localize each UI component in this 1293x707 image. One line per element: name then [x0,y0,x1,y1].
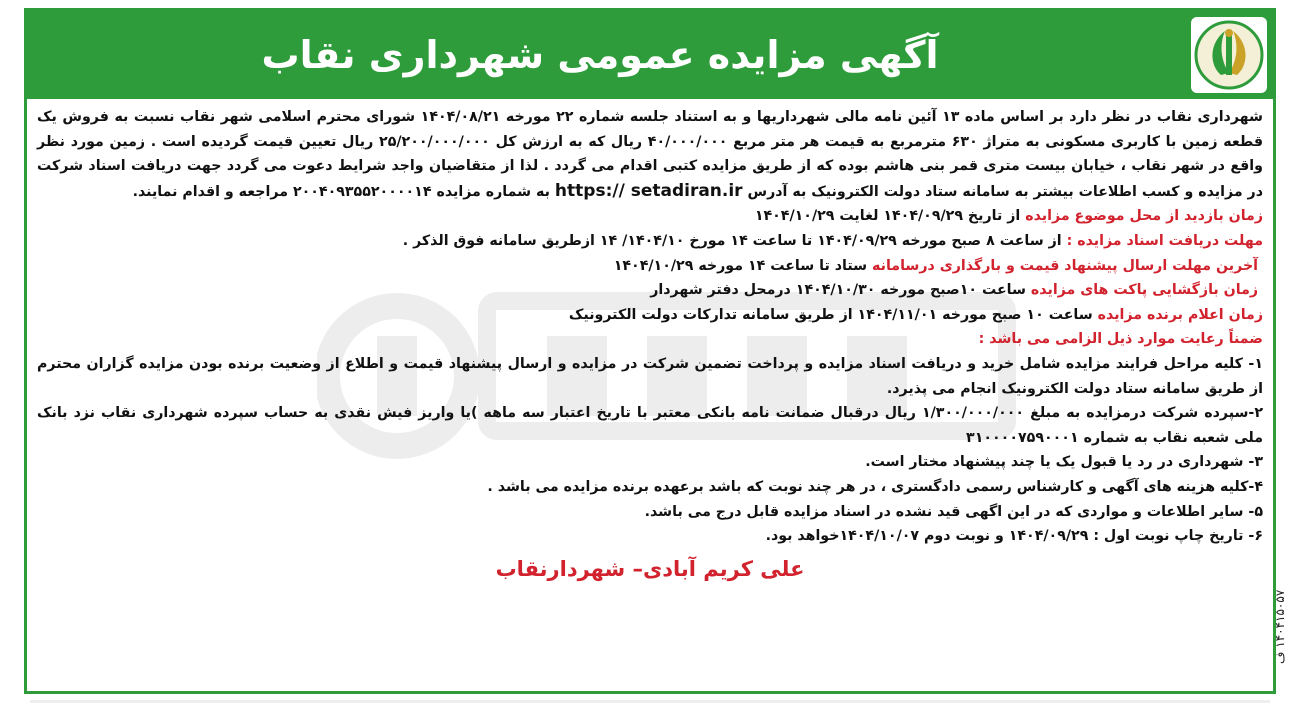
notes-title: ضمناً رعایت موارد ذیل الزامی می باشد : [978,331,1263,348]
schedule-label: زمان بازدید از محل موضوع مزایده [1025,208,1263,225]
schedule-label: زمان اعلام برنده مزایده [1097,306,1263,323]
note-item: ۵- سایر اطلاعات و مواردی که در این اگهی قید نشده در اسناد مزایده قابل درج می باشد. [644,503,1263,520]
schedule-label: آخرین مهلت ارسال پیشنهاد قیمت و بارگذاری درسامانه [872,257,1259,274]
page-title: آگهی مزایده عمومی شهرداری نقاب [261,33,939,77]
signature: علی کریم آبادی– شهردارنقاب [495,556,805,581]
note-item: ۲-سپرده شرکت درمزایده به مبلغ ۱/۳۰۰/۰۰۰/۰۰۰ ریال درقبال ضمانت نامه بانکی معتبر با تاریخ اعتبار سه ماهه )یا واریز فیش نقدی به حساب سپرده شهرداری نقاب نزد بانک ملی شعبه نقاب به شماره ۳۱۰۰۰۰۷۵۹۰۰۰۱ [37,405,1263,446]
ad-body [37,105,1263,683]
intro-text: شهرداری نقاب در نظر دارد بر اساس ماده ۱۳ آئین نامه مالی شهرداریها و به استناد جلسه شماره ۲۲ مورخه ۱۴۰۴/۰۸/۲۱ شورای محترم اسلامی شهر نقاب نسبت به فروش یک قطعه زمین با کاربری مسکونی به متراژ ۶۳۰ مترمربع به قیمت هر متر مربع ۴۰/۰۰۰/۰۰۰ ریال که به ارزش کل ۲۵/۲۰۰/۰۰۰/۰۰۰ ریال تعیین قیمت گردیده است . زمین مورد نظر واقع در شهر نقاب ، خیابان بیست متری قمر بنی هاشم بوده که از طریق مزایده کتبی اقدام می گردد . لذا از متقاضیان واجد شرایط دعوت می گردد جهت دریافت اسناد شرکت در مزایده و کسب اطلاعات بیشتر به سامانه ستاد دولت الکترونیک به آدرس [37,109,1264,200]
schedule-deadline [37,254,1263,279]
note-item: ۳- شهرداری در رد یا قبول یک یا چند پیشنهاد مختار است. [865,454,1263,471]
schedule-text: ساعت ۱۰ صبح مورخه ۱۴۰۴/۱۱/۰۱ از طریق سامانه تدارکات دولت الکترونیک [568,306,1093,323]
note-item: ۱- کلیه مراحل فرایند مزایده شامل خرید و دریافت اسناد مزایده و پرداخت تضمین شرکت در مزایده و ارسال پیشنهاد قیمت و اطلاع از وضعیت برنده بودن مزایده گزاران محترم از طریق سامانه ستاد دولت الکترونیک انجام می پذیرد. [37,355,1263,397]
schedule-visit [37,204,1263,229]
divider [30,700,1270,703]
schedule-text: ستاد تا ساعت ۱۴ مورخه ۱۴۰۴/۱۰/۲۹ [613,257,868,274]
ad-code: ۱۴۰۴۱۵۰۵۷ ف [1273,590,1287,665]
schedule-winner [37,303,1263,328]
ad-frame [24,8,1276,694]
header-bar [27,11,1273,99]
note-item: ۶- تاریخ چاپ نوبت اول : ۱۴۰۴/۰۹/۲۹ و نوبت دوم ۱۴۰۴/۱۰/۰۷خواهد بود. [765,528,1263,545]
schedule-documents [37,229,1263,254]
schedule-text: از ساعت ۸ صبح مورخه ۱۴۰۴/۰۹/۲۹ تا ساعت ۱۴ مورخ ۱۴۰۴/۱۰/ ۱۴ ازطریق سامانه فوق الذکر . [402,232,1062,249]
schedule-text: از تاریخ ۱۴۰۴/۰۹/۲۹ لغایت ۱۴۰۴/۱۰/۲۹ [754,208,1021,225]
schedule-label: مهلت دریافت اسناد مزایده : [1066,232,1263,249]
note-item: ۴-کلیه هزینه های آگهی و کارشناس رسمی دادگستری ، در هر چند نوبت که باشد برعهده برنده مزایده می باشد . [487,478,1263,495]
schedule-opening [37,278,1263,303]
intro-paragraph [37,105,1263,204]
municipality-emblem-icon [1191,17,1267,93]
setadiran-link[interactable]: https:// setadiran.ir [554,180,743,201]
schedule-label: زمان بازگشایی پاکت های مزایده [1030,282,1259,299]
intro-end-text: به شماره مزایده ۲۰۰۴۰۹۳۵۵۲۰۰۰۰۱۴ مراجعه و اقدام نمایند. [132,183,550,200]
schedule-text: ساعت ۱۰صبح مورخه ۱۴۰۴/۱۰/۳۰ درمحل دفتر شهردار [650,282,1026,299]
